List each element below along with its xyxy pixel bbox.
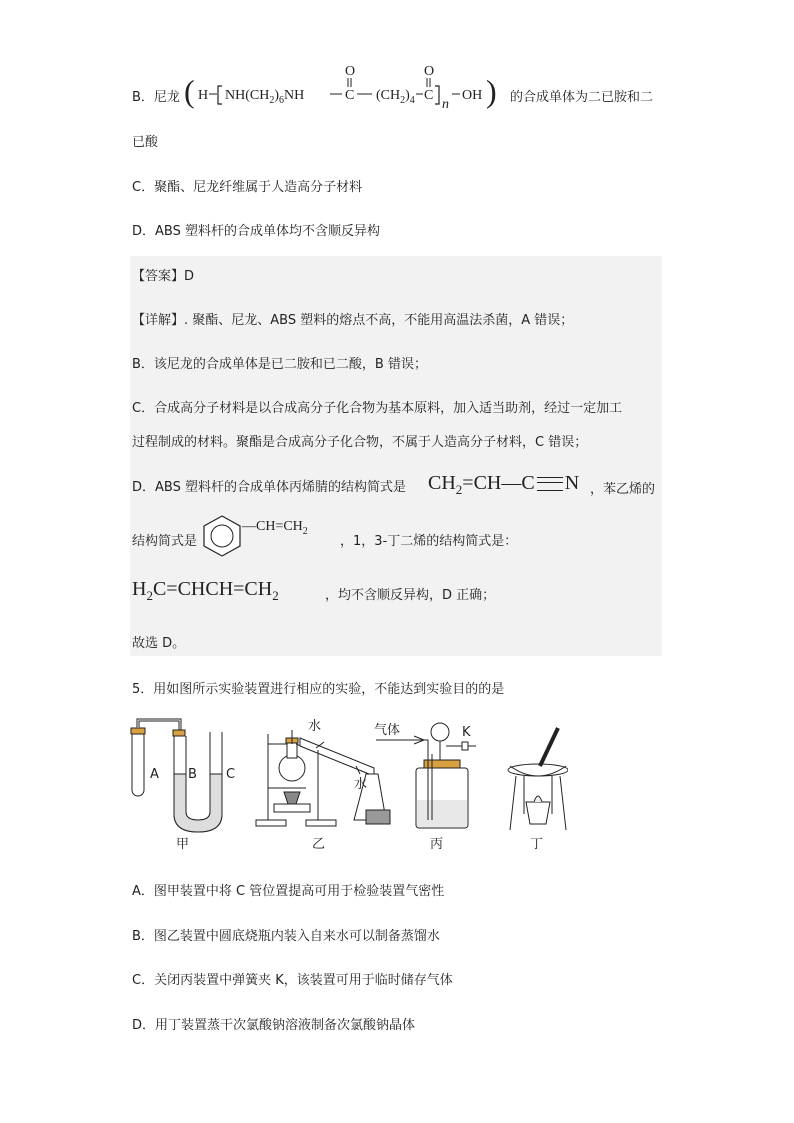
label-jia-c: C [226, 767, 236, 782]
caption-ding: 丁 [530, 837, 544, 852]
nylon-oh: OH [462, 88, 483, 103]
answer-d-line1 [132, 476, 406, 495]
answer-d-mid: ，苯乙烯的 [590, 482, 656, 497]
option-b-prefix: B．尼龙 [132, 90, 180, 105]
svg-text:—CH=CH2: $—CH=CH_2$ [242, 519, 308, 537]
answer-d-prefix: D．ABS 塑料杆的合成单体丙烯腈的结构简式是 [132, 480, 406, 495]
answer-c-2: 过程制成的材料。聚酯是合成高分子化合物，不属于人造高分子材料，C 错误； [132, 435, 588, 450]
caption-bing: 丙 [430, 837, 444, 852]
nylon-c2: C [424, 88, 434, 103]
nylon-o2: O [424, 64, 435, 79]
nylon-structure-formula [182, 62, 502, 112]
styrene-structure [202, 512, 330, 562]
label-water-top: 水 [308, 719, 322, 734]
answer-b: B．该尼龙的合成单体是已二胺和已二酸，B 错误； [132, 357, 427, 372]
option-b-suffix: 的合成单体为二已胺和二 [510, 90, 654, 105]
butadiene-formula: $H_2C=CHCH=CH_2$ [132, 578, 279, 603]
label-clamp-k: K [462, 725, 471, 740]
answer-detail: 【详解】. 聚酯、尼龙、ABS 塑料的熔点不高，不能用高温法杀菌，A 错误； [132, 313, 574, 328]
svg-text:): ) [486, 73, 497, 109]
answer-d-line3-suffix: ，均不含顺反异构，D 正确； [325, 588, 496, 603]
question-5-option-b: B．图乙装置中圆底烧瓶内装入自来水可以制备蒸馏水 [132, 929, 440, 944]
apparatus-bing [376, 723, 476, 828]
svg-text:n: n [442, 97, 449, 112]
apparatus-jia [131, 720, 222, 832]
apparatus-yi [256, 730, 390, 826]
question-5-option-d: D．用丁装置蒸干次氯酸钠溶液制备次氯酸钠晶体 [132, 1018, 416, 1033]
answer-label: 【答案】D [132, 269, 195, 284]
caption-yi: 乙 [312, 837, 326, 852]
label-gas: 气体 [374, 723, 401, 738]
svg-text:(CH2)4: $(CH_2)_4$ [376, 88, 415, 106]
apparatus-ding [508, 728, 568, 830]
option-b-continuation: 已酸 [132, 135, 159, 150]
nylon-c1: C [345, 88, 355, 103]
nylon-o1: O [345, 64, 356, 79]
benzene-ring [204, 516, 240, 556]
answer-conclusion: 故选 D。 [132, 636, 186, 651]
svg-text:(: ( [184, 73, 195, 109]
nylon-h: H [198, 88, 209, 103]
answer-d-line2-prefix: 结构简式是 [132, 534, 198, 549]
question-5-option-c: C．关闭丙装置中弹簧夹 K，该装置可用于临时储存气体 [132, 973, 453, 988]
label-jia-b: B [188, 767, 197, 782]
caption-jia: 甲 [176, 837, 190, 852]
option-d: D．ABS 塑料杆的合成单体均不含顺反异构 [132, 224, 380, 239]
answer-c-1: C．合成高分子材料是以合成高分子化合物为基本原料，加入适当助剂，经过一定加工 [132, 401, 623, 416]
option-c: C．聚酯、尼龙纤维属于人造高分子材料 [132, 180, 363, 195]
question-5-stem: 5．用如图所示实验装置进行相应的实验，不能达到实验目的的是 [132, 682, 505, 697]
svg-text:NH(CH2)6NH: $NH(CH_2)_6NH$ [225, 88, 305, 106]
answer-d-line2-suffix: ，1，3-丁二烯的结构简式是： [340, 534, 518, 549]
label-water-bottom: 水 [354, 777, 368, 792]
apparatus-figure [128, 714, 568, 854]
acrylonitrile-formula: $CH_2=CH—C$ N [428, 472, 580, 497]
label-jia-a: A [150, 767, 159, 782]
question-5-option-a: A．图甲装置中将 C 管位置提高可用于检验装置气密性 [132, 884, 445, 899]
